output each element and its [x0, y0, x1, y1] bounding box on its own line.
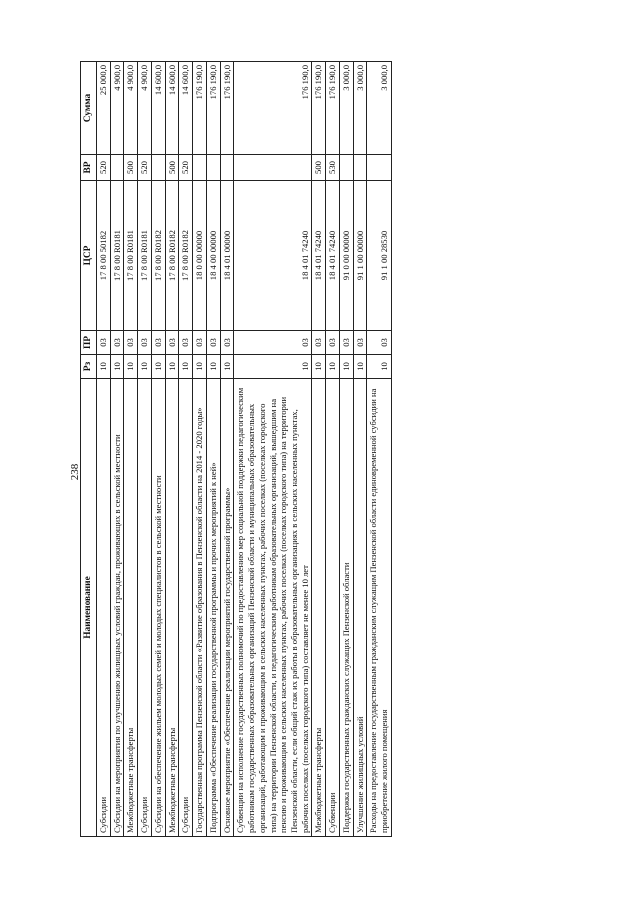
- row-rz-cell: 10: [220, 355, 234, 379]
- row-vr-cell: [206, 155, 220, 181]
- row-vr-cell: 520: [179, 155, 193, 181]
- row-pr-cell: 03: [151, 331, 165, 355]
- row-name-cell: Расходы на предоставление государственным гражданским служащим Пензенской области единовременной субсидии на приобретение жилого помещения: [367, 379, 391, 837]
- row-csr-cell: 17 8 00 R0182: [179, 181, 193, 331]
- row-vr-cell: [220, 155, 234, 181]
- row-vr-cell: [367, 155, 391, 181]
- row-rz-cell: 10: [206, 355, 220, 379]
- row-sum-cell: 3 000,0: [367, 62, 391, 155]
- row-csr-cell: 18 4 01 74240: [234, 181, 312, 331]
- header-pr: ПР: [81, 331, 97, 355]
- header-sum: Сумма: [81, 62, 97, 155]
- row-csr-cell: 91 1 00 00000: [353, 181, 367, 331]
- row-rz-cell: 10: [326, 355, 340, 379]
- row-name-cell: Межбюджетные трансферты: [312, 379, 326, 837]
- row-csr-cell: 91 0 00 00000: [339, 181, 353, 331]
- row-sum-cell: 176 190,0: [326, 62, 340, 155]
- table-row: [151, 62, 165, 837]
- row-rz-cell: 10: [138, 355, 152, 379]
- row-csr-cell: 18 4 00 00000: [206, 181, 220, 331]
- row-pr-cell: 03: [220, 331, 234, 355]
- row-rz-cell: 10: [151, 355, 165, 379]
- row-csr-cell: 18 4 01 74240: [312, 181, 326, 331]
- row-vr-cell: 500: [312, 155, 326, 181]
- table-row: [179, 62, 193, 837]
- row-sum-cell: 3 000,0: [353, 62, 367, 155]
- row-sum-cell: 4 900,0: [138, 62, 152, 155]
- row-name-cell: Субвенции: [326, 379, 340, 837]
- row-vr-cell: [339, 155, 353, 181]
- row-pr-cell: 03: [124, 331, 138, 355]
- row-pr-cell: 03: [339, 331, 353, 355]
- row-sum-cell: 4 900,0: [110, 62, 124, 155]
- row-csr-cell: 18 4 01 74240: [326, 181, 340, 331]
- table-row: [367, 62, 391, 837]
- row-sum-cell: 176 190,0: [193, 62, 207, 155]
- row-sum-cell: 176 190,0: [312, 62, 326, 155]
- table-row: [165, 62, 179, 837]
- row-pr-cell: 03: [193, 331, 207, 355]
- row-pr-cell: 03: [353, 331, 367, 355]
- row-rz-cell: 10: [110, 355, 124, 379]
- table-row: [220, 62, 234, 837]
- row-name-cell: Субсидии: [179, 379, 193, 837]
- header-name: Наименование: [81, 379, 97, 837]
- table-row: [234, 62, 312, 837]
- row-sum-cell: 14 600,0: [179, 62, 193, 155]
- row-vr-cell: 520: [97, 155, 111, 181]
- row-vr-cell: [353, 155, 367, 181]
- row-rz-cell: 10: [312, 355, 326, 379]
- row-sum-cell: 176 190,0: [206, 62, 220, 155]
- row-rz-cell: 10: [193, 355, 207, 379]
- table-row: [193, 62, 207, 837]
- header-csr: ЦСР: [81, 181, 97, 331]
- row-sum-cell: 176 190,0: [234, 62, 312, 155]
- row-sum-cell: 3 000,0: [339, 62, 353, 155]
- row-sum-cell: 25 000,0: [97, 62, 111, 155]
- row-vr-cell: 500: [165, 155, 179, 181]
- row-pr-cell: 03: [367, 331, 391, 355]
- table-row: [353, 62, 367, 837]
- row-name-cell: Субсидии на мероприятия по улучшению жилищных условий граждан, проживающих в сельской местности: [110, 379, 124, 837]
- row-name-cell: Поддержка государственных гражданских служащих Пензенской области: [339, 379, 353, 837]
- row-csr-cell: 18 0 00 00000: [193, 181, 207, 331]
- row-rz-cell: 10: [234, 355, 312, 379]
- row-csr-cell: 17 8 00 R0182: [151, 181, 165, 331]
- header-vr: ВР: [81, 155, 97, 181]
- row-csr-cell: 17 8 00 R0181: [124, 181, 138, 331]
- row-sum-cell: 176 190,0: [220, 62, 234, 155]
- header-rz: Рз: [81, 355, 97, 379]
- row-name-cell: Основное мероприятие «Обеспечение реализации мероприятий государственной программы»: [220, 379, 234, 837]
- table-row: [206, 62, 220, 837]
- row-csr-cell: 17 8 00 50182: [97, 181, 111, 331]
- row-vr-cell: 530: [326, 155, 340, 181]
- row-pr-cell: 03: [165, 331, 179, 355]
- row-name-cell: Субвенции на исполнение государственных полномочий по предоставлению мер социальной поддержки педагогическим работникам государственных образовательных организаций Пензенской области и муниципальных образовательных организаций, работающим и проживающим в сельских населенных пунктах, рабочих поселках (поселках городского типа) на территории Пензенской области, и педагогическим работникам образовательных организаций, вышедшим на пенсию и проживающим в сельских населенных пунктах, рабочих поселках (поселках городского типа) на территории Пензенской области, если общий стаж их работы в образовательных организациях в сельских населенных пунктах, рабочих поселках (поселках городского типа) составляет не менее 10 лет: [234, 379, 312, 837]
- row-vr-cell: 500: [124, 155, 138, 181]
- row-csr-cell: 91 1 00 28530: [367, 181, 391, 331]
- table-row: [97, 62, 111, 837]
- row-sum-cell: 14 600,0: [165, 62, 179, 155]
- row-pr-cell: 03: [179, 331, 193, 355]
- row-name-cell: Государственная программа Пензенской области «Развитие образования в Пензенской области на 2014 - 2020 годы»: [193, 379, 207, 837]
- row-sum-cell: 4 900,0: [124, 62, 138, 155]
- row-name-cell: Субсидии: [97, 379, 111, 837]
- row-rz-cell: 10: [165, 355, 179, 379]
- row-name-cell: Межбюджетные трансферты: [165, 379, 179, 837]
- row-rz-cell: 10: [339, 355, 353, 379]
- budget-table: [80, 61, 392, 837]
- row-vr-cell: [193, 155, 207, 181]
- table-row: [339, 62, 353, 837]
- row-pr-cell: 03: [326, 331, 340, 355]
- row-pr-cell: 03: [110, 331, 124, 355]
- row-pr-cell: 03: [206, 331, 220, 355]
- row-csr-cell: 17 8 00 R0181: [138, 181, 152, 331]
- row-vr-cell: [110, 155, 124, 181]
- table-row: [326, 62, 340, 837]
- row-rz-cell: 10: [367, 355, 391, 379]
- row-vr-cell: 520: [138, 155, 152, 181]
- table-row: [138, 62, 152, 837]
- row-vr-cell: [234, 155, 312, 181]
- table-row: [110, 62, 124, 837]
- row-pr-cell: 03: [312, 331, 326, 355]
- row-name-cell: Субсидии на обеспечение жильем молодых семей и молодых специалистов в сельской местности: [151, 379, 165, 837]
- row-csr-cell: 17 8 00 R0181: [110, 181, 124, 331]
- table-row: [312, 62, 326, 837]
- row-pr-cell: 03: [97, 331, 111, 355]
- page-number: 238: [69, 463, 81, 481]
- table-header-row: [81, 62, 97, 837]
- row-rz-cell: 10: [124, 355, 138, 379]
- row-vr-cell: [151, 155, 165, 181]
- rotated-table-container: [80, 62, 555, 837]
- row-rz-cell: 10: [179, 355, 193, 379]
- row-csr-cell: 17 8 00 R0182: [165, 181, 179, 331]
- row-rz-cell: 10: [353, 355, 367, 379]
- row-name-cell: Улучшение жилищных условий: [353, 379, 367, 837]
- row-rz-cell: 10: [97, 355, 111, 379]
- table-row: [124, 62, 138, 837]
- row-pr-cell: 03: [138, 331, 152, 355]
- row-sum-cell: 14 600,0: [151, 62, 165, 155]
- row-pr-cell: 03: [234, 331, 312, 355]
- row-csr-cell: 18 4 01 00000: [220, 181, 234, 331]
- row-name-cell: Субсидии: [138, 379, 152, 837]
- row-name-cell: Подпрограмма «Обеспечение реализации государственной программы и прочих мероприятий к ней»: [206, 379, 220, 837]
- row-name-cell: Межбюджетные трансферты: [124, 379, 138, 837]
